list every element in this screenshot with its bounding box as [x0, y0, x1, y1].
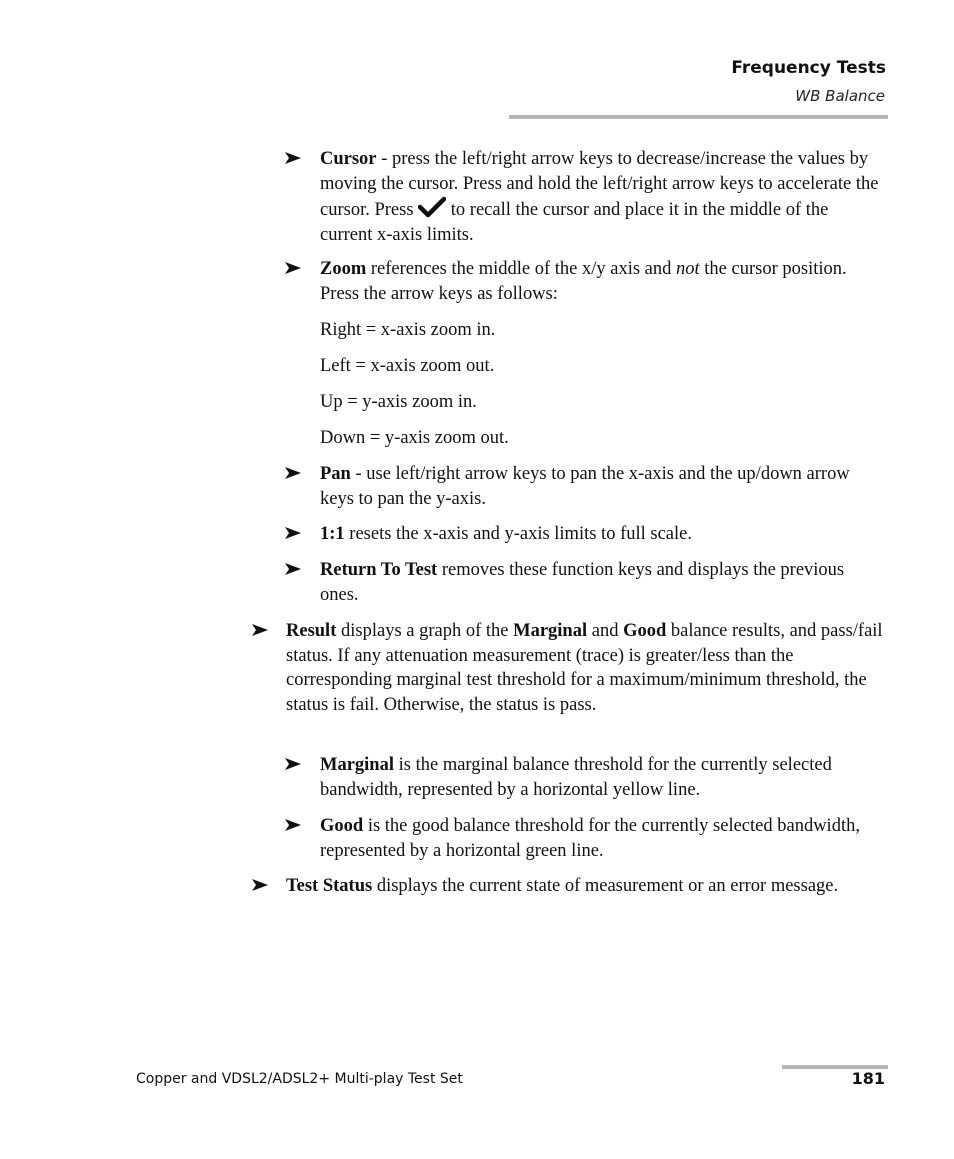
term-zoom: Zoom [320, 259, 367, 279]
one-to-one-text: resets the x-axis and y-axis limits to full scale. [344, 524, 692, 544]
zoom-key-up: Up = y-axis zoom in. [320, 392, 477, 412]
page-header-subtitle: WB Balance [795, 87, 885, 105]
term-cursor: Cursor [320, 149, 377, 169]
arrow-bullet-icon [284, 464, 302, 482]
arrow-bullet-icon [284, 755, 302, 773]
list-item-good [320, 814, 885, 863]
term-pan: Pan [320, 464, 351, 484]
term-return-to-test: Return To Test [320, 560, 438, 580]
list-item-pan [320, 462, 885, 511]
arrow-bullet-icon [284, 524, 302, 542]
result-text-3: balance results, and pass/fail status. If any attenuation measurement (trace) is greater/less than the corresponding marginal test threshold for a maximum/minimum threshold, the status is fail. Otherwise, the status is pass. [286, 621, 883, 715]
result-text-1: displays a graph of the [336, 621, 514, 641]
term-marginal: Marginal [320, 755, 394, 775]
zoom-key-right: Right = x-axis zoom in. [320, 320, 496, 340]
footer-product-name: Copper and VDSL2/ADSL2+ Multi-play Test Set [136, 1071, 463, 1087]
arrow-bullet-icon [251, 621, 269, 639]
result-term-good: Good [623, 621, 667, 641]
list-item-return-to-test [320, 558, 885, 607]
arrow-bullet-icon [251, 876, 269, 894]
list-item-cursor [320, 147, 885, 247]
zoom-key-down: Down = y-axis zoom out. [320, 428, 509, 448]
header-divider [509, 115, 888, 119]
term-good: Good [320, 816, 364, 836]
result-text-2: and [587, 621, 624, 641]
list-item-result [286, 619, 886, 717]
return-to-test-text: removes these function keys and displays the previous ones. [320, 560, 845, 605]
zoom-text-2: the cursor position. Press the arrow keys as follows: [320, 259, 847, 304]
list-item-marginal [320, 753, 885, 802]
page-number: 181 [851, 1069, 885, 1088]
page-header-title: Frequency Tests [731, 58, 886, 78]
arrow-bullet-icon [284, 259, 302, 277]
list-item-one-to-one [320, 522, 885, 547]
test-status-text: displays the current state of measurement or an error message. [372, 876, 839, 896]
term-test-status: Test Status [286, 876, 373, 896]
zoom-emphasis: not [676, 259, 700, 279]
term-one-to-one: 1:1 [320, 524, 345, 544]
result-term-marginal: Marginal [513, 621, 588, 641]
term-result: Result [286, 621, 337, 641]
zoom-key-left: Left = x-axis zoom out. [320, 356, 495, 376]
pan-text: - use left/right arrow keys to pan the x-axis and the up/down arrow keys to pan the y-axis. [320, 464, 850, 509]
arrow-bullet-icon [284, 816, 302, 834]
list-item-test-status [286, 874, 886, 899]
marginal-text: is the marginal balance threshold for the currently selected bandwidth, represented by a horizontal yellow line. [320, 755, 832, 800]
cursor-text-2: to recall the cursor and place it in the middle of the current x-axis limits. [320, 200, 829, 245]
arrow-bullet-icon [284, 560, 302, 578]
zoom-text-1: references the middle of the x/y axis and [366, 259, 677, 279]
arrow-bullet-icon [284, 149, 302, 167]
cursor-text-1: - press the left/right arrow keys to decrease/increase the values by moving the cursor. Press and hold the left/right arrow keys to accelerate the cursor. Press [320, 149, 879, 220]
list-item-zoom [320, 257, 885, 306]
checkmark-icon [418, 196, 446, 218]
good-text: is the good balance threshold for the currently selected bandwidth, represented by a horizontal green line. [320, 816, 860, 861]
